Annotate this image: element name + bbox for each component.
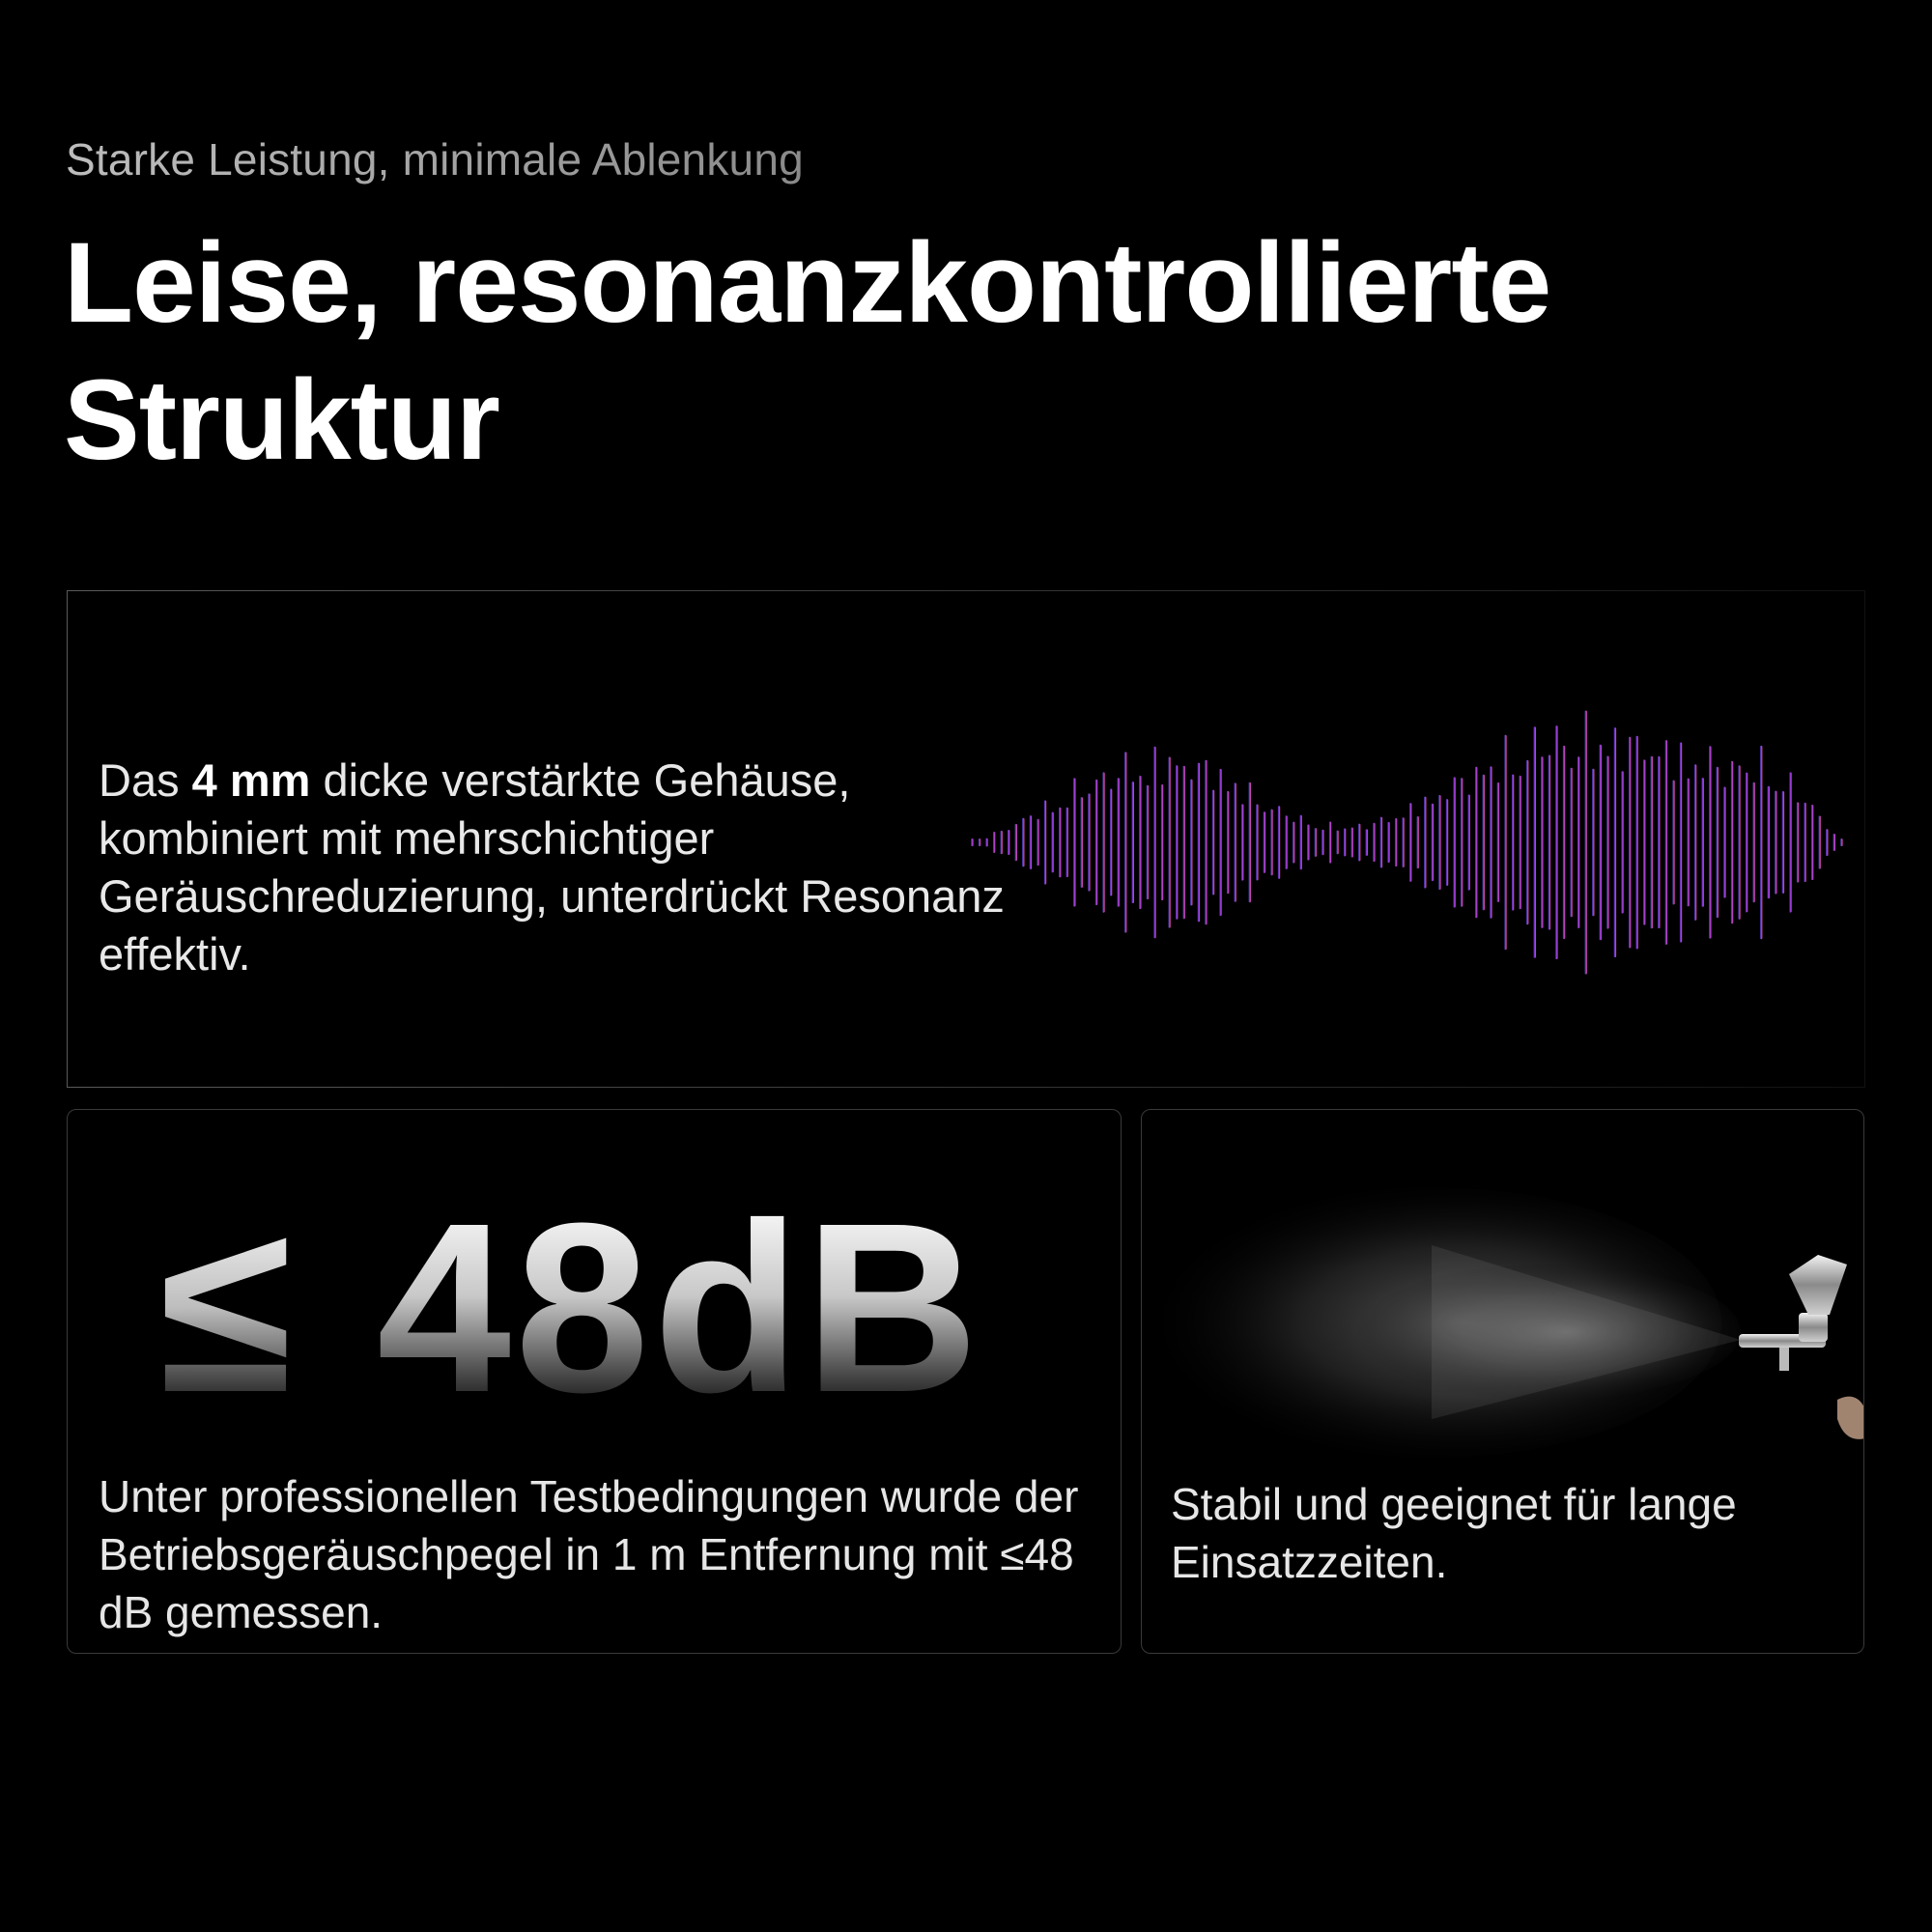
- wave-bar: [1256, 805, 1259, 881]
- wave-bar: [1424, 797, 1427, 889]
- durability-description: Stabil und geeignet für lange Einsatzzeiten.: [1171, 1479, 1737, 1587]
- wave-bar: [1577, 756, 1580, 928]
- wave-bar: [1438, 795, 1441, 890]
- wave-bar: [1826, 829, 1829, 856]
- wave-bar: [1840, 838, 1843, 846]
- wave-bar: [1475, 767, 1478, 919]
- wave-bar: [971, 838, 974, 846]
- wave-bar: [1205, 760, 1208, 925]
- noise-level-value: 48dB: [377, 1173, 983, 1442]
- wave-bar: [1746, 773, 1748, 913]
- resonance-description: [99, 752, 1007, 983]
- wave-bar: [1176, 765, 1179, 919]
- wave-bar: [1526, 760, 1529, 924]
- wave-bar: [1629, 737, 1632, 949]
- wave-bar: [1014, 824, 1017, 861]
- wave-bar: [1321, 830, 1324, 855]
- wave-bar: [1380, 817, 1383, 868]
- thickness-value: 4 mm: [191, 754, 311, 806]
- wave-bar: [1621, 771, 1624, 913]
- wave-bar: [1059, 808, 1062, 878]
- wave-bar: [1614, 727, 1617, 957]
- wave-bar: [1000, 831, 1003, 854]
- wave-bar: [993, 832, 996, 853]
- wave-bar: [1541, 756, 1544, 928]
- wave-bar: [1147, 785, 1150, 899]
- wave-bar: [1548, 755, 1551, 930]
- wave-bar: [1336, 831, 1339, 855]
- wave-bar: [1789, 772, 1792, 912]
- wave-bar: [1643, 759, 1646, 924]
- wave-bar: [1650, 756, 1653, 928]
- wave-bar: [1760, 746, 1763, 939]
- wave-bar: [1080, 797, 1083, 888]
- wave-bar: [1409, 803, 1412, 882]
- wave-bar: [1022, 818, 1025, 867]
- wave-bar: [1248, 782, 1251, 902]
- wave-bar: [1344, 829, 1347, 857]
- wave-bar: [1533, 726, 1536, 957]
- noise-level-display: [159, 1173, 1067, 1442]
- wave-bar: [1665, 740, 1668, 945]
- wave-bar: [1782, 791, 1785, 894]
- wave-bar: [1432, 804, 1435, 881]
- airbrush-icon: [1739, 1255, 1864, 1439]
- wave-bar: [1102, 772, 1105, 912]
- wave-bar: [1584, 711, 1587, 975]
- wave-bar: [1599, 745, 1602, 941]
- noise-level-description: Unter professionellen Testbedingungen wurde der Betriebsgeräuschpegel in 1 m Entfernung mit ≤48 dB gemessen.: [99, 1471, 1079, 1637]
- wave-bar: [1402, 817, 1405, 867]
- durability-card: [1141, 1109, 1864, 1654]
- sound-wave-graphic: [952, 639, 1865, 1045]
- wave-bar: [1299, 815, 1302, 869]
- wave-bar: [1570, 768, 1573, 918]
- wave-bar: [1592, 769, 1595, 917]
- wave-bar: [985, 838, 988, 847]
- wave-bar: [1358, 824, 1361, 862]
- wave-bar: [1818, 816, 1821, 869]
- wave-bar: [1153, 747, 1156, 939]
- wave-bar: [1694, 764, 1697, 921]
- wave-bar: [1190, 780, 1193, 906]
- wave-bar: [1234, 782, 1236, 901]
- resonance-text-end: dicke verstärkte Gehäuse, kombiniert mit mehrschichtiger Geräuschreduzierung, unterdrückt Resonanz effektiv.: [99, 754, 1005, 980]
- wave-bar: [1329, 822, 1332, 864]
- wave-bar: [1131, 781, 1134, 903]
- page-title: [64, 214, 1706, 489]
- wave-bar: [1110, 789, 1113, 896]
- wave-bar: [1752, 782, 1755, 902]
- page-title-line-2: Struktur: [64, 356, 499, 484]
- wave-bar: [1044, 801, 1047, 885]
- wave-bar: [1797, 802, 1800, 882]
- wave-bar: [1219, 769, 1222, 916]
- wave-bar: [1387, 822, 1390, 863]
- wave-bar: [1073, 778, 1076, 906]
- wave-bar: [1416, 816, 1419, 868]
- wave-bar: [1065, 808, 1068, 877]
- wave-bar: [1373, 823, 1376, 862]
- wave-bar: [1168, 757, 1171, 928]
- wave-bar: [1051, 812, 1054, 873]
- wave-bar: [1723, 787, 1726, 898]
- wave-bar: [1117, 778, 1120, 906]
- wave-bar: [1278, 806, 1281, 879]
- wave-bar: [1095, 780, 1098, 905]
- wave-bar: [1037, 819, 1039, 866]
- wave-bar: [1709, 746, 1712, 938]
- wave-bar: [1198, 763, 1201, 923]
- wave-bar: [1124, 752, 1127, 932]
- wave-bar: [979, 838, 981, 846]
- wave-bar: [1030, 815, 1033, 869]
- noise-level-card: [67, 1109, 1122, 1654]
- wave-bar: [1088, 793, 1091, 891]
- wave-bar: [1467, 795, 1470, 891]
- wave-bar: [1350, 828, 1353, 858]
- wave-bar: [1446, 799, 1449, 886]
- wave-bar: [1453, 777, 1456, 907]
- resonance-text-start: Das: [99, 754, 192, 806]
- wave-bar: [1687, 779, 1690, 907]
- wave-bar: [1264, 811, 1266, 873]
- wave-bar: [1504, 735, 1507, 951]
- wave-bar: [1395, 818, 1398, 867]
- wave-bar: [1775, 791, 1777, 895]
- wave-bar: [1716, 767, 1719, 918]
- wave-bar: [1008, 830, 1010, 855]
- wave-bar: [1161, 784, 1164, 900]
- wave-bar: [1555, 725, 1558, 959]
- wave-bar: [1680, 743, 1683, 943]
- wave-bar: [1811, 805, 1814, 880]
- wave-bar: [1497, 782, 1500, 902]
- wave-bar: [1227, 791, 1230, 894]
- eyebrow-text: Starke Leistung, minimale Ablenkung: [66, 134, 804, 185]
- wave-bar: [1658, 756, 1661, 928]
- resonance-card: [67, 590, 1865, 1088]
- wave-bar: [1139, 776, 1142, 909]
- wave-bar: [1293, 822, 1295, 864]
- wave-bar: [1606, 756, 1609, 929]
- wave-bar: [1635, 736, 1638, 950]
- wave-bar: [1731, 761, 1734, 923]
- wave-bar: [1315, 828, 1318, 857]
- wave-bar: [1490, 766, 1492, 918]
- wave-bar: [1285, 815, 1288, 869]
- wave-bar: [1519, 776, 1521, 909]
- airbrush-spray-image: [1142, 1110, 1864, 1496]
- wave-bar: [1212, 790, 1215, 895]
- wave-bar: [1672, 781, 1675, 905]
- wave-bar: [1767, 786, 1770, 899]
- wave-bar: [1512, 775, 1515, 911]
- wave-bar: [1182, 766, 1185, 920]
- wave-bar: [1365, 829, 1368, 856]
- wave-bar: [1563, 746, 1566, 939]
- wave-bar: [1270, 810, 1273, 876]
- less-equal-symbol: ≤: [159, 1173, 293, 1442]
- wave-bar: [1461, 778, 1463, 906]
- wave-bar: [1833, 834, 1835, 851]
- wave-bar: [1701, 778, 1704, 907]
- wave-bar: [1241, 804, 1244, 880]
- wave-bar: [1307, 825, 1310, 861]
- wave-bar: [1804, 803, 1806, 882]
- wave-bar: [1738, 765, 1741, 920]
- page-title-line-1: Leise, resonanzkontrollierte: [64, 219, 1551, 347]
- wave-bar: [1482, 775, 1485, 911]
